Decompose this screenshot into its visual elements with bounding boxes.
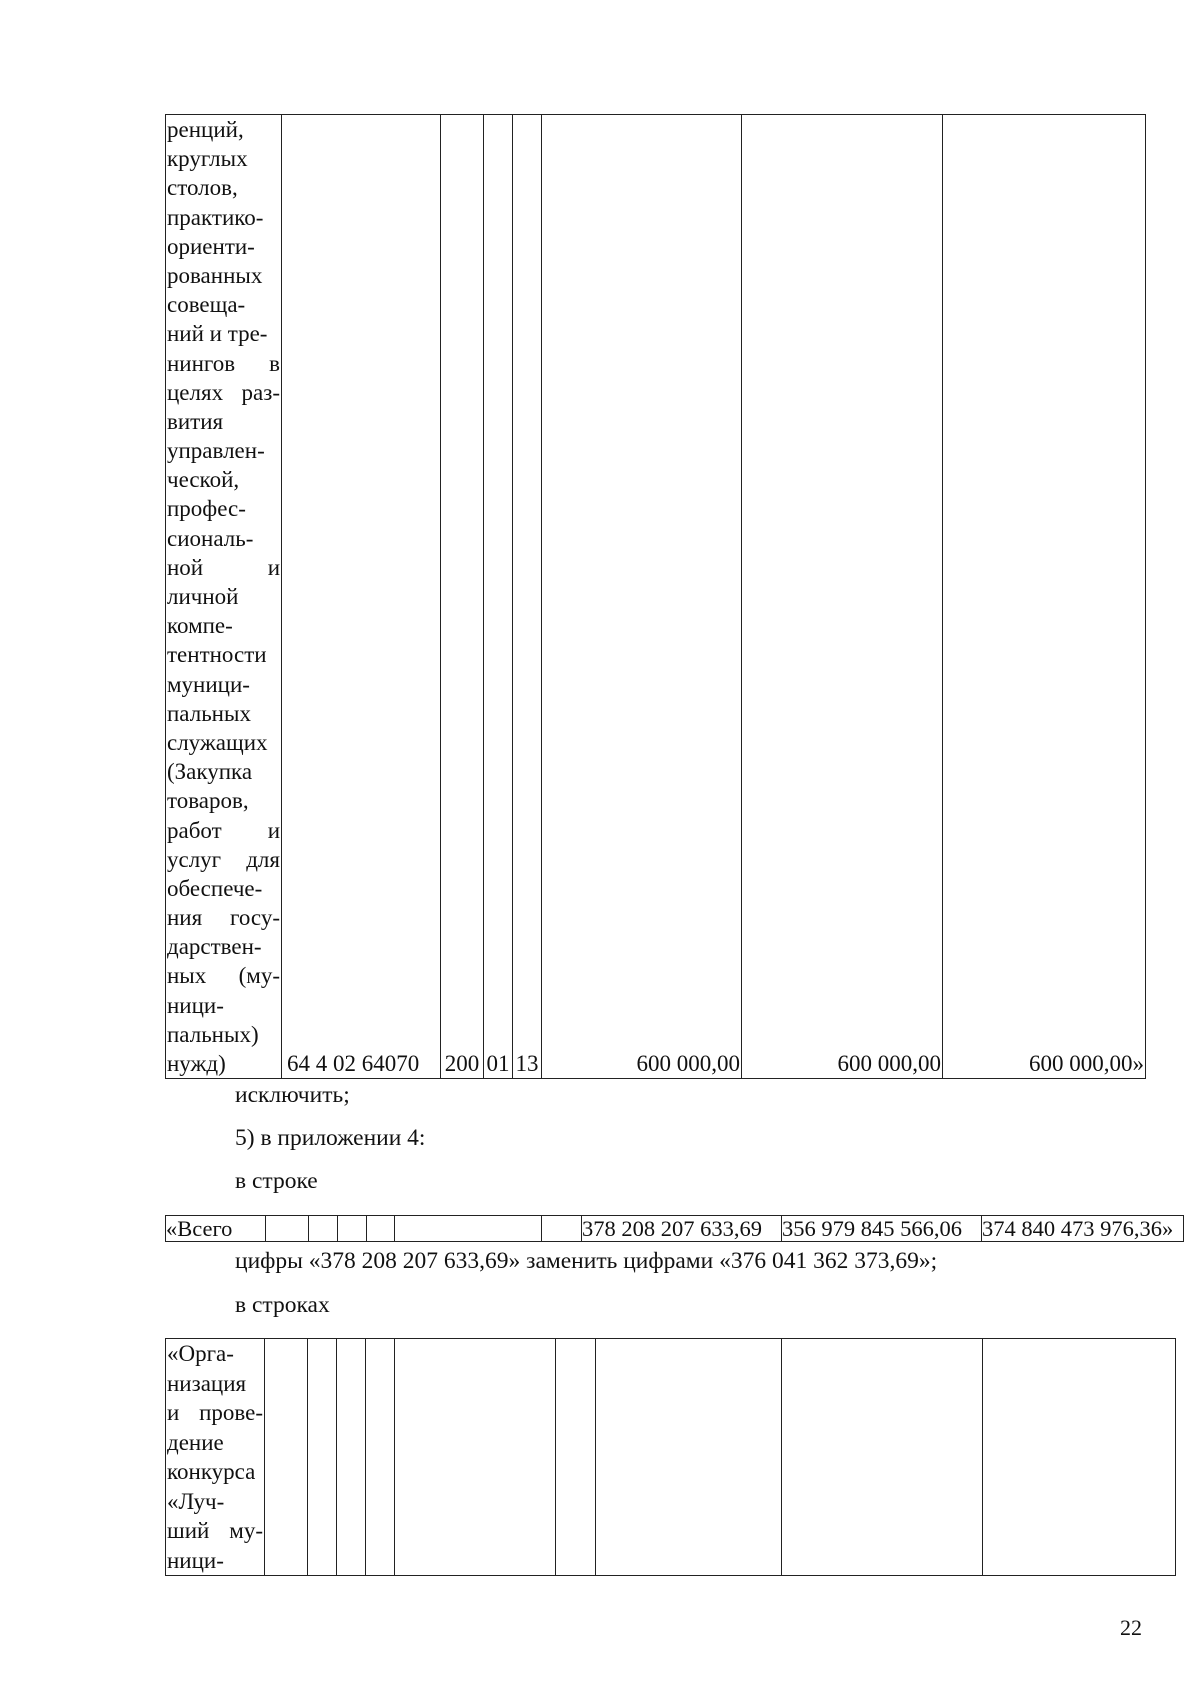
description-line: (Закупка [167, 759, 253, 785]
empty-cell [395, 1216, 542, 1242]
total-sum-year2: 356 979 845 566,06 [782, 1216, 982, 1242]
description-line: ници- [167, 1547, 224, 1573]
csr-cell: 64 4 02 64070 [282, 115, 441, 1079]
description-line [166, 961, 281, 990]
description-line [166, 378, 281, 407]
description-line: ний и тре- [167, 321, 268, 347]
description-line: круглых [167, 146, 248, 172]
empty-cell [782, 1339, 983, 1576]
description-line: тентности [167, 642, 267, 668]
description-line: пальных) [167, 1021, 259, 1047]
replace-text: цифры «378 208 207 633,69» заменить цифрами «376 041 362 373,69»; [235, 1248, 938, 1274]
description-line [166, 1516, 264, 1546]
row-description [166, 1339, 265, 1576]
description-line: обеспече- [167, 875, 263, 901]
description-line: ренций, [167, 117, 244, 142]
description-word: для [246, 846, 280, 872]
description-line [166, 816, 281, 845]
description-word: му- [229, 1518, 263, 1543]
description-line: товаров, [167, 788, 249, 814]
description-word: работ [167, 817, 222, 843]
sum-year3-cell: 600 000,00» [943, 115, 1146, 1079]
row-description [166, 115, 282, 1079]
rz-cell: 01 [484, 115, 513, 1079]
description-word: и [267, 817, 280, 843]
total-table-row [165, 1215, 1184, 1242]
total-sum-year3: 374 840 473 976,36» [982, 1216, 1184, 1242]
empty-cell [337, 1339, 366, 1576]
description-line: «Луч- [167, 1488, 225, 1514]
description-line [166, 845, 281, 874]
description-line: совеща- [167, 292, 246, 318]
description-line [166, 1398, 264, 1428]
pr-cell: 13 [513, 115, 542, 1079]
description-line: конкурса [167, 1459, 256, 1484]
description-line: дение [167, 1429, 224, 1455]
description-word: и [267, 554, 280, 580]
description-word: услуг [167, 846, 222, 872]
description-word: ния [167, 905, 203, 931]
empty-cell [542, 1216, 582, 1242]
description-word: целях [167, 379, 224, 405]
sum-year1-cell: 600 000,00 [542, 115, 742, 1079]
description-line: служащих [167, 729, 268, 755]
item5-text: 5) в приложении 4: [235, 1125, 426, 1151]
total-label: «Всего [166, 1216, 266, 1242]
description-line: муници- [167, 671, 250, 697]
description-line: «Орга- [167, 1341, 234, 1366]
description-line: управлен- [167, 438, 265, 464]
description-word: госу- [230, 905, 280, 931]
empty-cell [338, 1216, 367, 1242]
description-line: сиональ- [167, 525, 254, 551]
description-word: ной [167, 554, 204, 580]
description-word: ший [167, 1518, 210, 1543]
description-line: нужд) [167, 1051, 226, 1076]
description-line: столов, [167, 175, 238, 201]
empty-cell [395, 1339, 556, 1576]
empty-cell [308, 1339, 337, 1576]
empty-cell [556, 1339, 596, 1576]
empty-cell [983, 1339, 1176, 1576]
description-word: (му- [238, 963, 280, 989]
total-sum-year1: 378 208 207 633,69 [582, 1216, 782, 1242]
description-line: практико- [167, 204, 264, 230]
empty-cell [265, 1339, 308, 1576]
description-line: пальных [167, 700, 251, 726]
description-line: ници- [167, 992, 224, 1018]
description-line: профес- [167, 496, 246, 522]
vr-cell: 200 [441, 115, 484, 1079]
budget-table-row [165, 114, 1146, 1079]
description-line: дарствен- [167, 934, 262, 960]
description-line [166, 349, 281, 378]
description-line: низация [167, 1370, 247, 1396]
empty-cell [366, 1339, 395, 1576]
page-number: 22 [1120, 1615, 1142, 1640]
description-line: личной [167, 584, 239, 609]
empty-cell [266, 1216, 309, 1242]
empty-cell [367, 1216, 395, 1242]
description-line: ориенти- [167, 233, 255, 259]
description-word: раз- [241, 379, 280, 405]
description-line: компе- [167, 613, 233, 639]
exclude-text: исключить; [235, 1082, 350, 1108]
description-word: ных [167, 963, 207, 989]
empty-cell [596, 1339, 782, 1576]
description-line: вития [167, 408, 224, 434]
description-line [166, 553, 281, 582]
empty-cell [309, 1216, 338, 1242]
sum-year2-cell: 600 000,00 [742, 115, 943, 1079]
description-word: и [167, 1400, 180, 1425]
description-word: нингов [167, 350, 236, 376]
in-rows-text: в строках [235, 1292, 330, 1318]
description-line [166, 903, 281, 932]
description-word: в [269, 350, 280, 376]
description-word: прове- [199, 1400, 263, 1425]
contest-table-row [165, 1338, 1176, 1576]
in-row-text: в строке [235, 1168, 318, 1194]
description-line: ческой, [167, 467, 240, 493]
description-line: рованных [167, 262, 263, 288]
